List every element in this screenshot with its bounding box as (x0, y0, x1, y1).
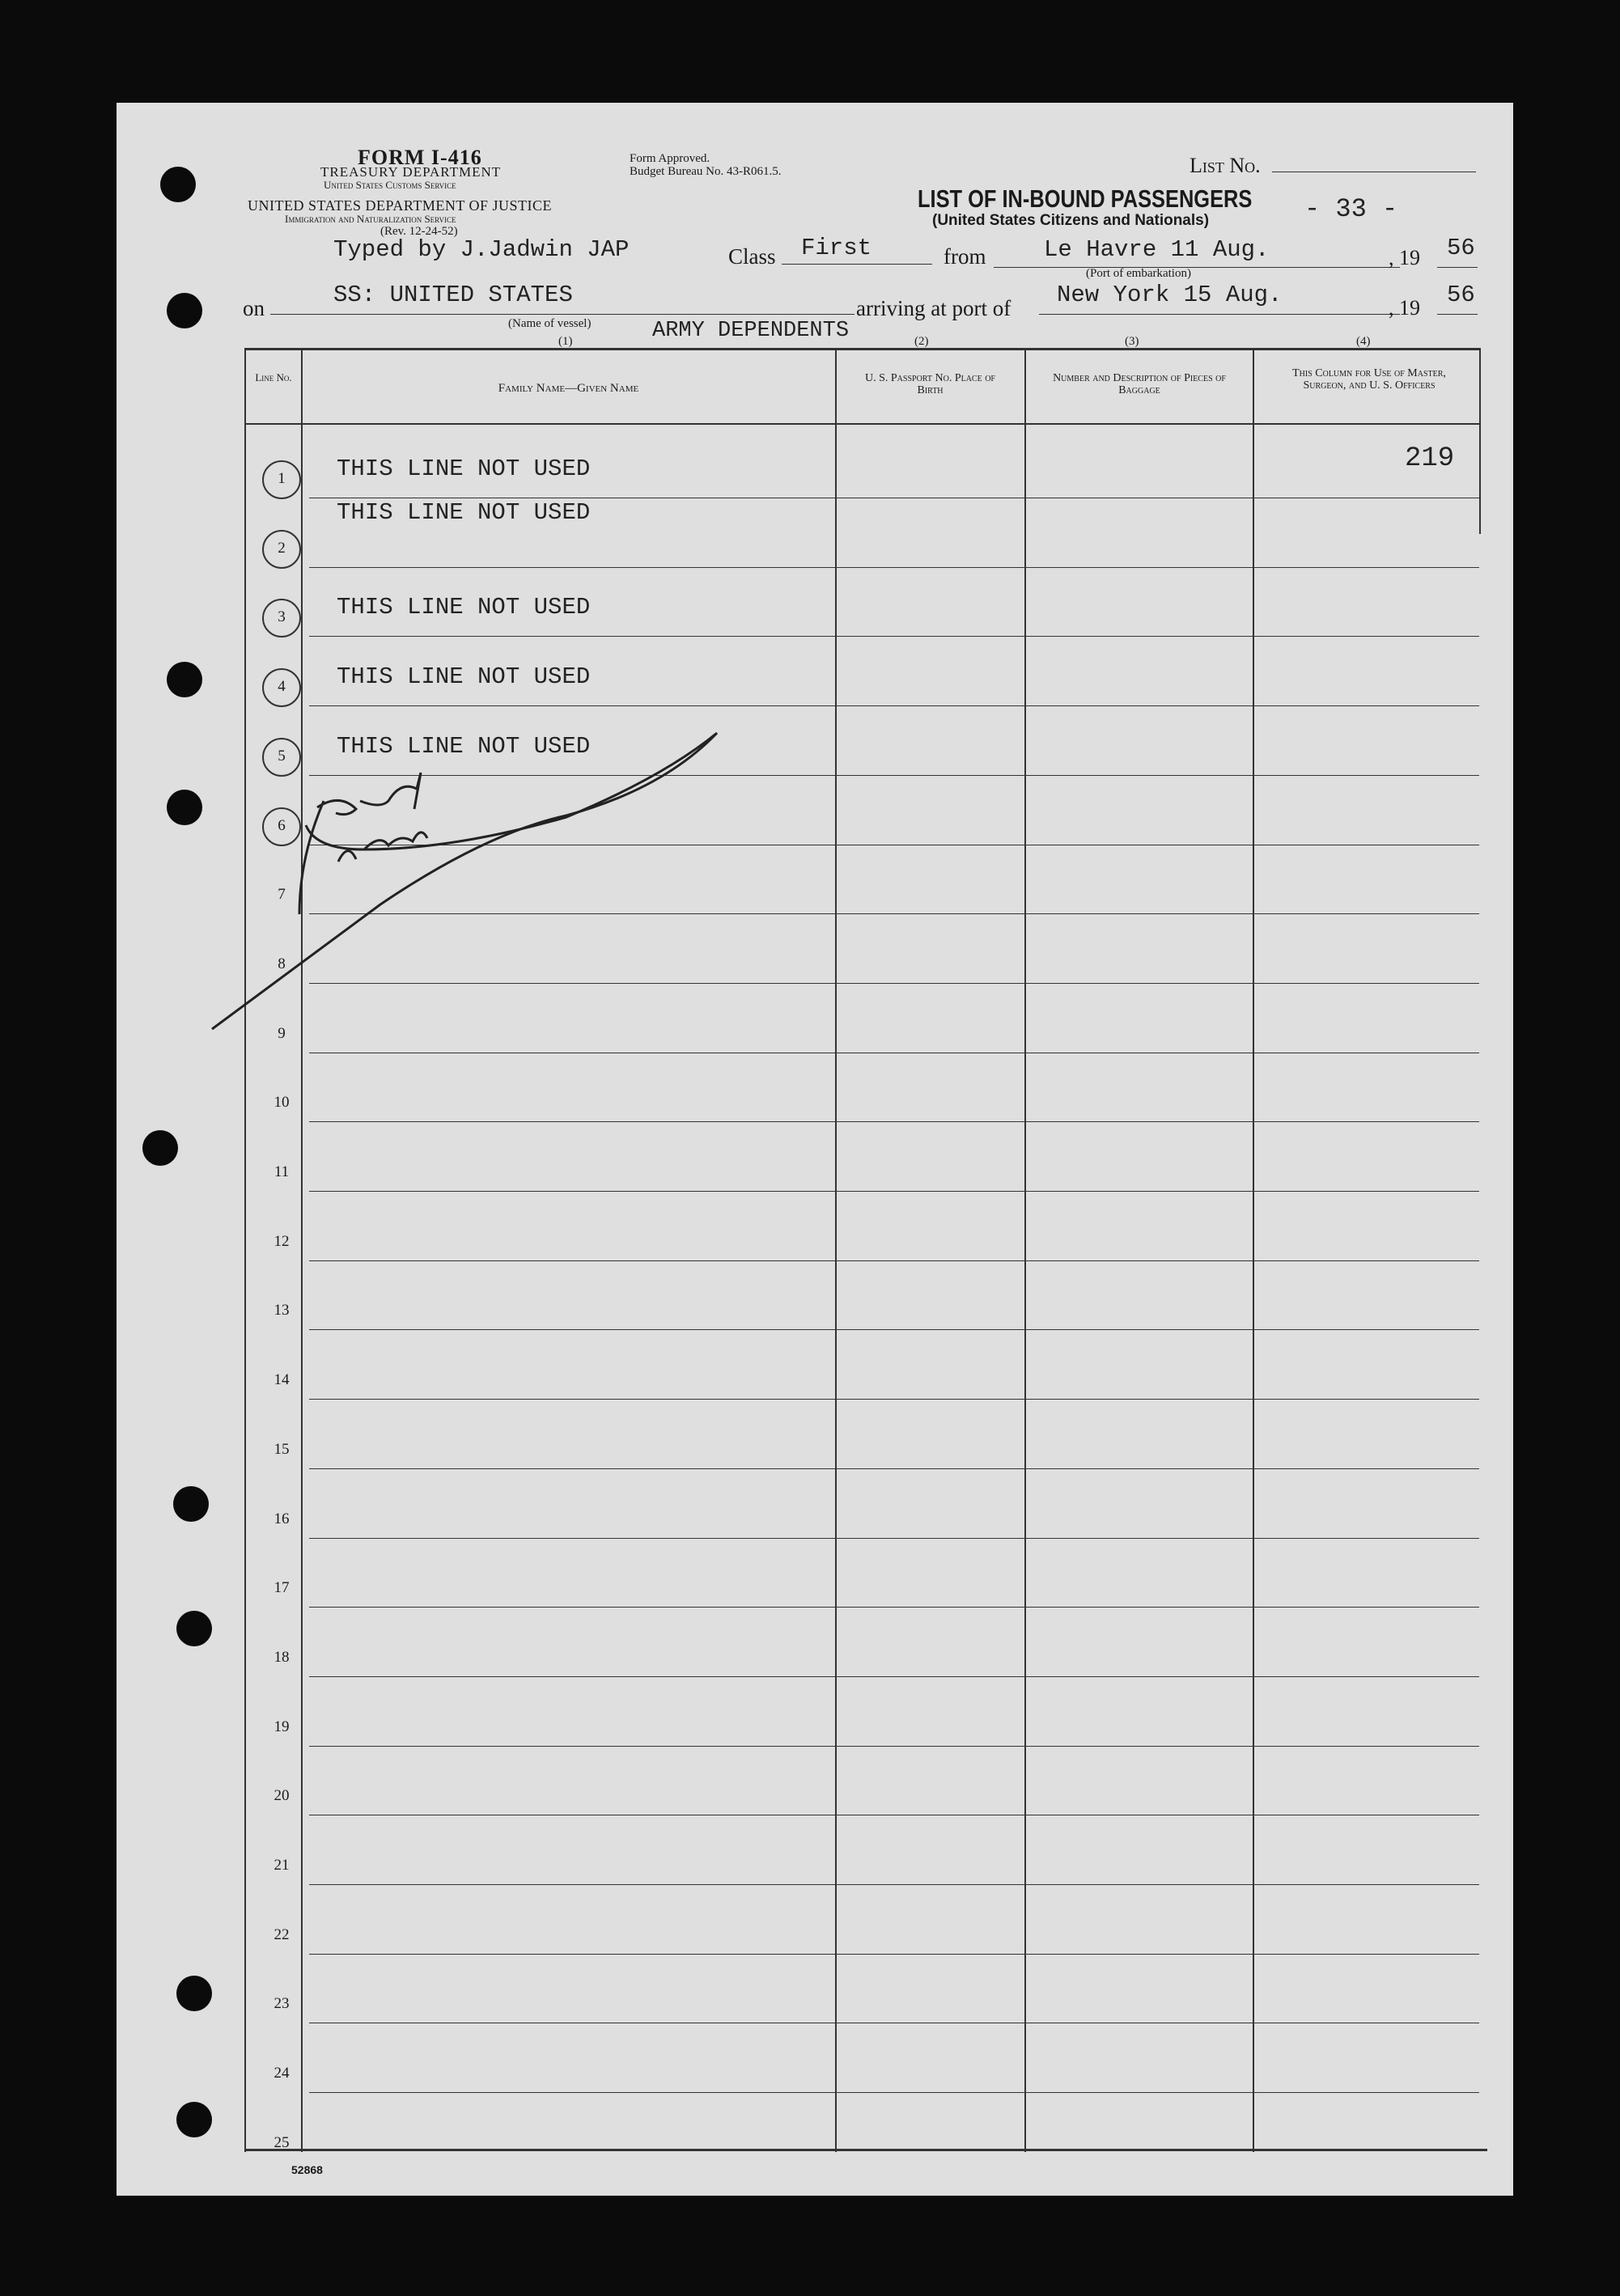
row-number: 22 (274, 1926, 290, 1943)
army-note: ARMY DEPENDENTS (652, 319, 850, 343)
page-subtitle: (United States Citizens and Nationals) (932, 212, 1210, 229)
row-number: 23 (274, 1995, 290, 2012)
ins-label: Immigration and Naturalization Service (285, 213, 456, 225)
col-num-3: (3) (1125, 335, 1139, 348)
row-number: 4 (278, 678, 286, 695)
row-name: THIS LINE NOT USED (337, 455, 591, 482)
arriving-year: 56 (1447, 282, 1475, 308)
col-header-officers: This Column for Use of Master, Surgeon, and U. S. Officers (1292, 367, 1446, 392)
vessel-value: SS: UNITED STATES (333, 282, 573, 308)
from-year-prefix: , 19 (1389, 246, 1420, 269)
typed-by: Typed by J.Jadwin JAP (333, 236, 630, 263)
treasury-label: TREASURY DEPARTMENT (320, 164, 502, 180)
row-number: 25 (274, 2134, 290, 2151)
col-header-baggage: Number and Description of Pieces of Baggage (1053, 372, 1226, 396)
footer-code: 52868 (291, 2163, 323, 2176)
revision-label: (Rev. 12-24-52) (380, 225, 458, 238)
row-number: 8 (278, 955, 286, 972)
row-number: 1 (278, 470, 286, 487)
row-name: THIS LINE NOT USED (337, 663, 591, 690)
page-number: - 33 - (1304, 194, 1398, 224)
row-number: 13 (274, 1302, 290, 1319)
form-number: FORM I-416 (358, 146, 482, 169)
row-number: 6 (278, 817, 286, 834)
row-name: THIS LINE NOT USED (337, 733, 591, 760)
page-title: LIST OF IN-BOUND PASSENGERS (918, 184, 1253, 213)
row-number: 16 (274, 1510, 290, 1527)
row-name: THIS LINE NOT USED (337, 594, 591, 621)
from-value: Le Havre 11 Aug. (1044, 236, 1270, 263)
col-header-name: Family Name—Given Name (498, 382, 639, 395)
class-label: Class (728, 244, 776, 269)
from-label: from (944, 244, 986, 269)
form-approved: Form Approved. (630, 152, 710, 165)
arriving-year-prefix: , 19 (1389, 296, 1420, 320)
row-number: 15 (274, 1441, 290, 1458)
row-number: 5 (278, 748, 286, 765)
row-number: 10 (274, 1094, 290, 1111)
row-number: 12 (274, 1233, 290, 1250)
row-number: 20 (274, 1787, 290, 1804)
row-number: 19 (274, 1718, 290, 1735)
col-num-4: (4) (1356, 335, 1371, 348)
class-value: First (801, 235, 872, 261)
arriving-value: New York 15 Aug. (1057, 282, 1283, 308)
col-num-1: (1) (558, 335, 573, 348)
row-number: 7 (278, 886, 286, 903)
arriving-label: arriving at port of (856, 296, 1011, 320)
customs-label: United States Customs Service (324, 179, 456, 191)
vessel-caption: (Name of vessel) (508, 317, 592, 330)
row-number: 3 (278, 608, 286, 625)
row-number: 21 (274, 1857, 290, 1874)
row-number: 2 (278, 540, 286, 557)
row-number: 14 (274, 1371, 290, 1388)
row-number: 18 (274, 1649, 290, 1666)
justice-label: UNITED STATES DEPARTMENT OF JUSTICE (248, 197, 553, 214)
row-number: 24 (274, 2065, 290, 2082)
row-name: THIS LINE NOT USED (337, 499, 591, 526)
officer-count: 219 (1405, 443, 1455, 474)
col-num-2: (2) (914, 335, 929, 348)
col-header-passport: U. S. Passport No. Place of Birth (865, 372, 995, 396)
list-no-label: List No. (1190, 154, 1261, 177)
on-label: on (243, 296, 265, 320)
port-embarkation-caption: (Port of embarkation) (1086, 267, 1191, 280)
col-header-line-no: Line No. (255, 371, 292, 383)
budget-bureau: Budget Bureau No. 43-R061.5. (630, 165, 782, 178)
row-number: 17 (274, 1579, 290, 1596)
row-number: 9 (278, 1025, 286, 1042)
row-number: 11 (274, 1163, 290, 1180)
from-year: 56 (1447, 235, 1475, 261)
